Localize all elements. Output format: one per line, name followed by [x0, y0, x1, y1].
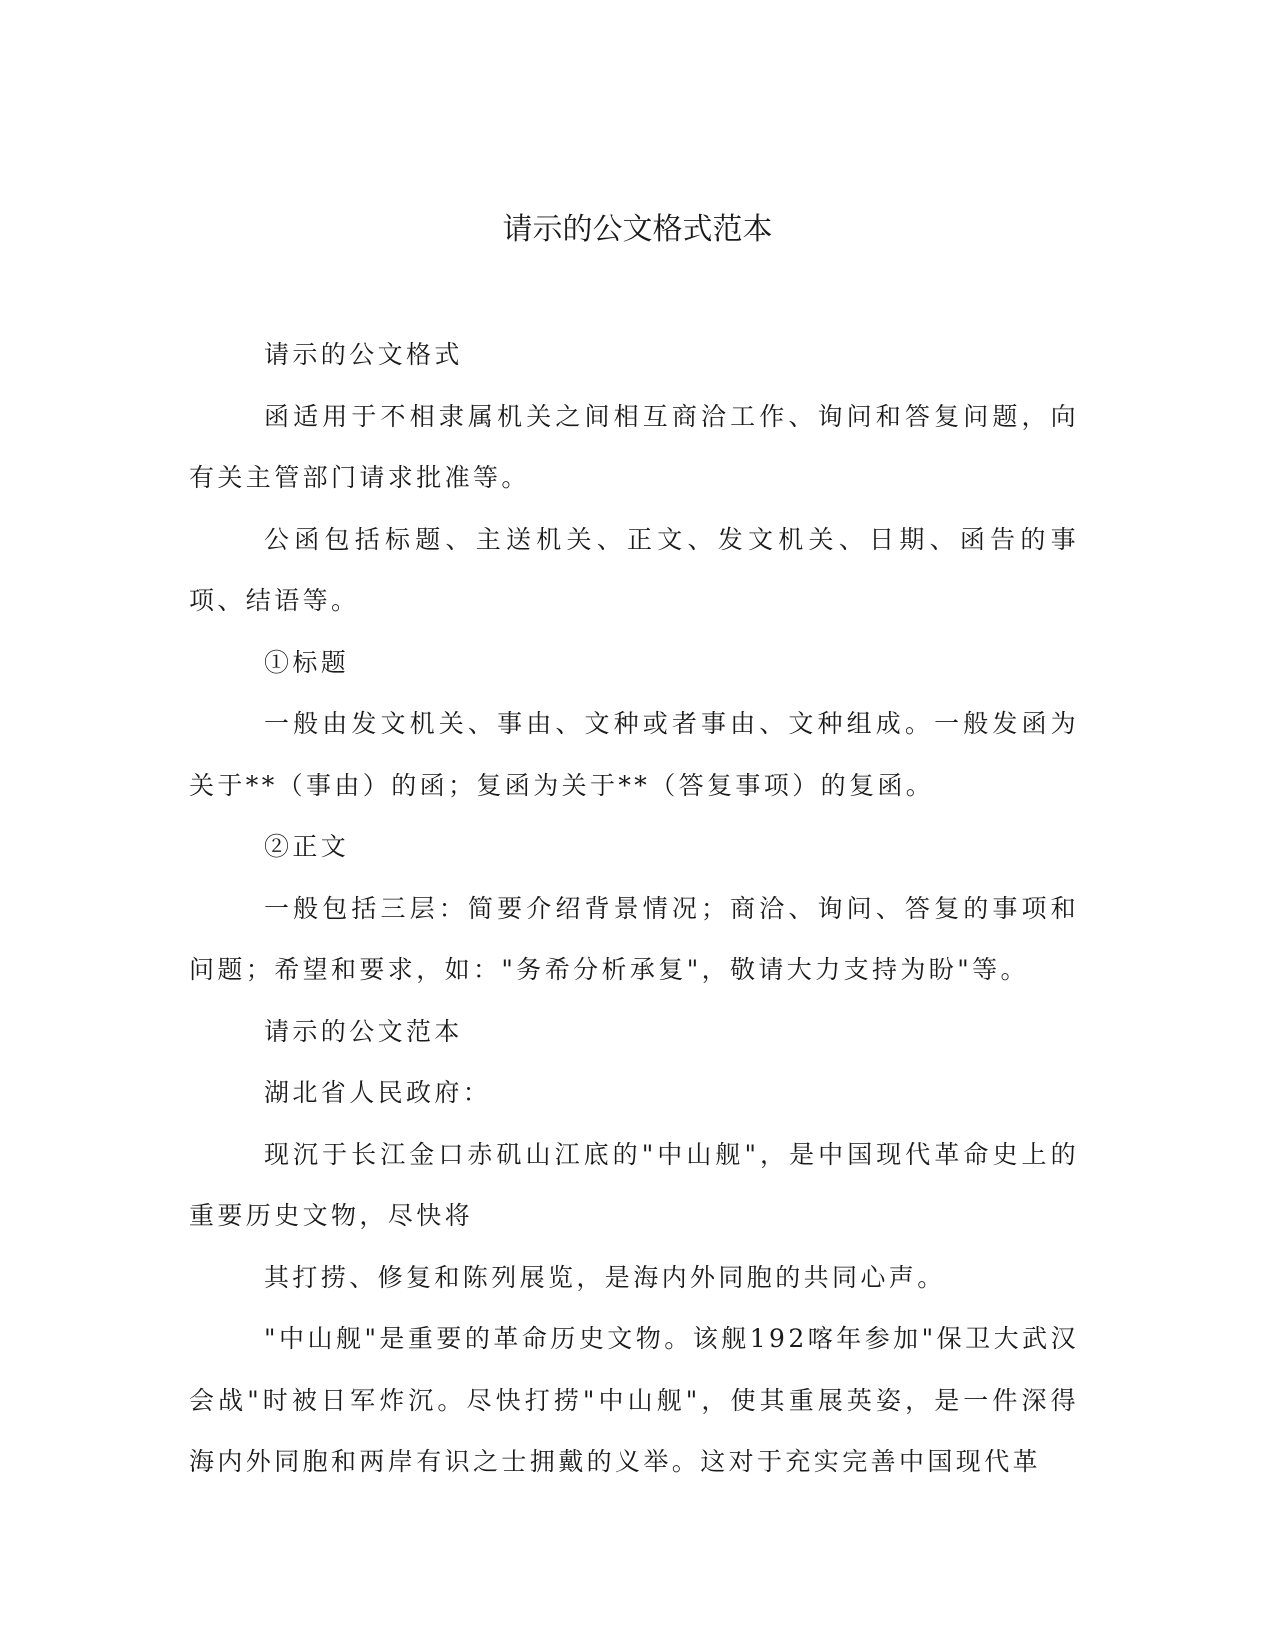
- paragraph-sample-2: 其打捞、修复和陈列展览，是海内外同胞的共同心声。: [264, 1262, 946, 1292]
- paragraph-body-rule: 一般包括三层：简要介绍背景情况；商洽、询问、答复的事项和问题；希望和要求，如："务希分析承复"，敬请大力支持为盼"等。: [189, 893, 1079, 984]
- paragraph-section-title: ①标题: [264, 647, 350, 677]
- paragraph-sample-1: 现沉于长江金口赤矶山江底的"中山舰"，是中国现代革命史上的重要历史文物，尽快将: [189, 1139, 1079, 1230]
- paragraph-section-body: ②正文: [264, 832, 350, 861]
- paragraph-letter-components: 公函包括标题、主送机关、正文、发文机关、日期、函告的事项、结语等。: [189, 524, 1079, 615]
- document-title: 请示的公文格式范本: [502, 212, 773, 247]
- document-body: [189, 324, 1079, 1493]
- paragraph-letter-usage: 函适用于不相隶属机关之间相互商洽工作、询问和答复问题，向有关主管部门请求批准等。: [189, 401, 1079, 492]
- paragraph-title-rule: 一般由发文机关、事由、文种或者事由、文种组成。一般发函为关于**（事由）的函；复函为关于**（答复事项）的复函。: [189, 709, 1079, 800]
- paragraph-sample-3: "中山舰"是重要的革命历史文物。该舰192喀年参加"保卫大武汉会战"时被日军炸沉。尽快打捞"中山舰"，使其重展英姿，是一件深得海内外同胞和两岸有识之士拥戴的义举。这对于充实完善中国现代革: [189, 1324, 1079, 1476]
- paragraph-heading-format: 请示的公文格式: [264, 340, 463, 369]
- paragraph-addressee: 湖北省人民政府：: [264, 1078, 492, 1107]
- paragraph-heading-sample: 请示的公文范本: [264, 1016, 463, 1046]
